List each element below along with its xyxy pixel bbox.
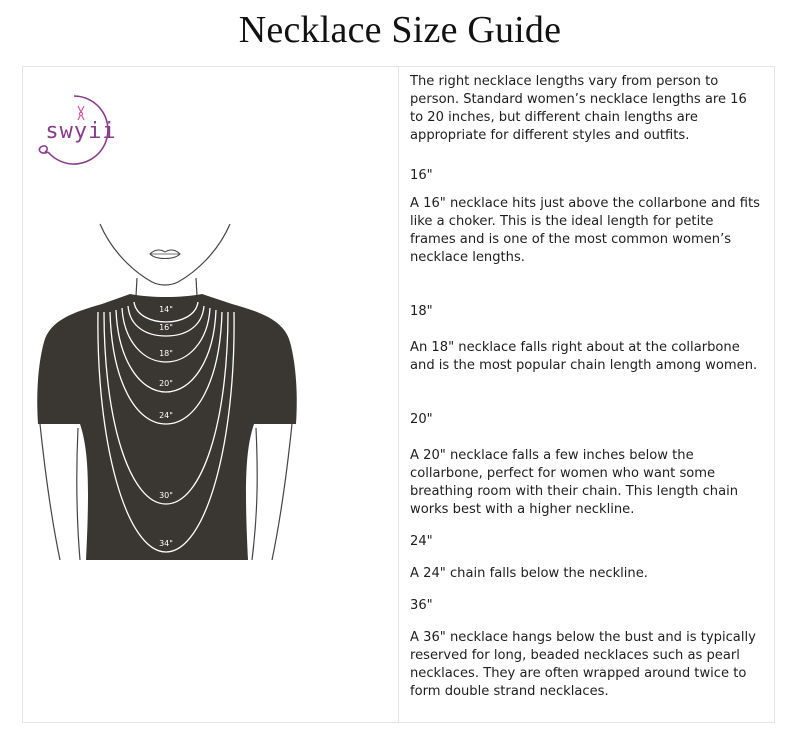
logo-swirl — [39, 146, 48, 153]
guide-text-column — [410, 73, 762, 701]
right-arm-inner — [252, 428, 257, 560]
section-text-18: An 18" necklace falls right about at the collarbone and is the most popular chain length among women. — [410, 340, 758, 373]
logo-text: swyii — [45, 119, 117, 144]
chain-label-18: 18" — [159, 349, 173, 358]
section-text-20: A 20" necklace falls a few inches below the collarbone, perfect for women who want some breathing room with their chain. This length chain works best with a higher neckline. — [410, 448, 739, 517]
right-arm — [272, 424, 292, 560]
left-arm-inner — [77, 428, 80, 560]
necklace-figure — [34, 212, 298, 562]
logo-bow-icon — [78, 106, 84, 120]
section-text-36: A 36" necklace hangs below the bust and is typically reserved for long, beaded necklaces such as pearl necklaces. They are often wrapped around twice to form double strand necklaces. — [410, 630, 756, 699]
intro-paragraph: The right necklace lengths vary from person to person. Standard women’s necklace lengths are 16 to 20 inches, but different chain lengths are appropriate for different styles and outfits. — [410, 74, 747, 143]
section-text-24: A 24" chain falls below the neckline. — [410, 566, 648, 581]
page-title: Necklace Size Guide — [238, 9, 562, 51]
chain-label-34: 34" — [159, 539, 173, 548]
section-heading-24: 24" — [410, 534, 433, 549]
column-divider — [398, 66, 399, 723]
chain-label-20: 20" — [159, 379, 173, 388]
chain-label-14: 14" — [159, 305, 173, 314]
chain-label-30: 30" — [159, 491, 173, 500]
chain-label-24: 24" — [159, 411, 173, 420]
chin-outline — [100, 224, 230, 285]
section-heading-18: 18" — [410, 304, 433, 319]
left-arm — [40, 424, 60, 560]
section-heading-20: 20" — [410, 412, 433, 427]
neck-right — [196, 278, 197, 296]
chain-label-16: 16" — [159, 323, 173, 332]
section-heading-16: 16" — [410, 168, 433, 183]
brand-logo — [34, 86, 128, 168]
neck-left — [136, 278, 137, 296]
shirt — [37, 294, 297, 560]
section-text-16: A 16" necklace hits just above the collarbone and fits like a choker. This is the ideal length for petite frames and is one of the most common women’s necklace lengths. — [410, 196, 760, 265]
section-heading-36: 36" — [410, 598, 433, 613]
